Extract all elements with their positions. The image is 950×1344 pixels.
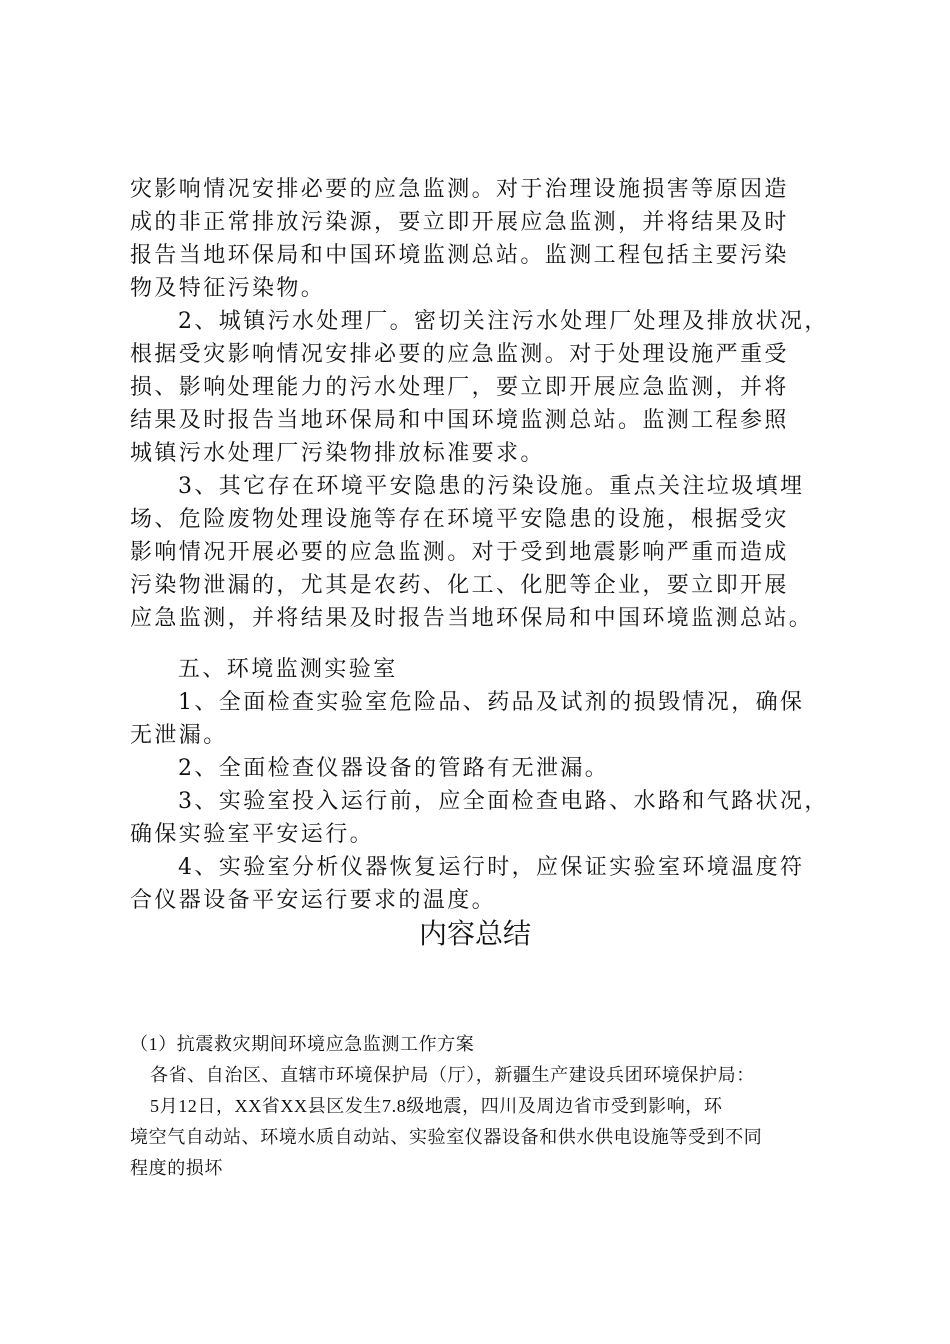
body-line-19: 3、实验室投入运行前，应全面检查电路、水路和气路状况，	[178, 789, 829, 814]
body-line-16: 1、全面检查实验室危险品、药品及试剂的损毁情况，确保	[178, 690, 805, 715]
body-line-9: 城镇污水处理厂污染物排放标准要求。	[130, 441, 545, 466]
summary-line-1: （1）抗震救灾期间环境应急监测工作方案	[130, 1034, 475, 1054]
body-line-20: 确保实验室平安运行。	[130, 822, 375, 847]
body-line-22: 合仪器设备平安运行要求的温度。	[130, 888, 497, 913]
body-line-6: 根据受灾影响情况安排必要的应急监测。对于处理设施严重受	[130, 342, 789, 367]
body-line-7: 损、影响处理能力的污水处理厂，要立即开展应急监测，并将	[130, 375, 789, 400]
body-line-18: 2、全面检查仪器设备的管路有无泄漏。	[178, 756, 610, 781]
body-line-14: 应急监测，并将结果及时报告当地环保局和中国环境监测总站。	[130, 606, 814, 631]
summary-line-5: 程度的损坏	[130, 1158, 223, 1178]
summary-line-3: 5月12日，XX省XX县区发生7.8级地震，四川及周边省市受到影响，环	[150, 1096, 723, 1116]
body-line-2: 成的非正常排放污染源，要立即开展应急监测，并将结果及时	[130, 210, 789, 235]
section-heading: 五、环境监测实验室	[178, 657, 398, 682]
body-line-4: 物及特征污染物。	[130, 276, 326, 301]
body-line-21: 4、实验室分析仪器恢复运行时，应保证实验室环境温度符	[178, 855, 805, 880]
body-line-3: 报告当地环保局和中国环境监测总站。监测工程包括主要污染	[130, 243, 789, 268]
body-line-11: 场、危险废物处理设施等存在环境平安隐患的设施，根据受灾	[130, 507, 789, 532]
body-line-17: 无泄漏。	[130, 723, 228, 748]
body-line-12: 影响情况开展必要的应急监测。对于受到地震影响严重而造成	[130, 540, 789, 565]
body-line-13: 污染物泄漏的，尤其是农药、化工、化肥等企业，要立即开展	[130, 573, 789, 598]
body-line-8: 结果及时报告当地环保局和中国环境监测总站。监测工程参照	[130, 408, 789, 433]
body-line-5: 2、城镇污水处理厂。密切关注污水处理厂处理及排放状况，	[178, 309, 829, 334]
summary-title: 内容总结	[418, 917, 531, 950]
summary-line-4: 境空气自动站、环境水质自动站、实验室仪器设备和供水供电设施等受到不同	[130, 1127, 763, 1147]
summary-line-2: 各省、自治区、直辖市环境保护局（厅），新疆生产建设兵团环境保护局：	[150, 1065, 755, 1085]
body-line-1: 灾影响情况安排必要的应急监测。对于治理设施损害等原因造	[130, 177, 789, 202]
body-line-10: 3、其它存在环境平安隐患的污染设施。重点关注垃圾填埋	[178, 474, 805, 499]
